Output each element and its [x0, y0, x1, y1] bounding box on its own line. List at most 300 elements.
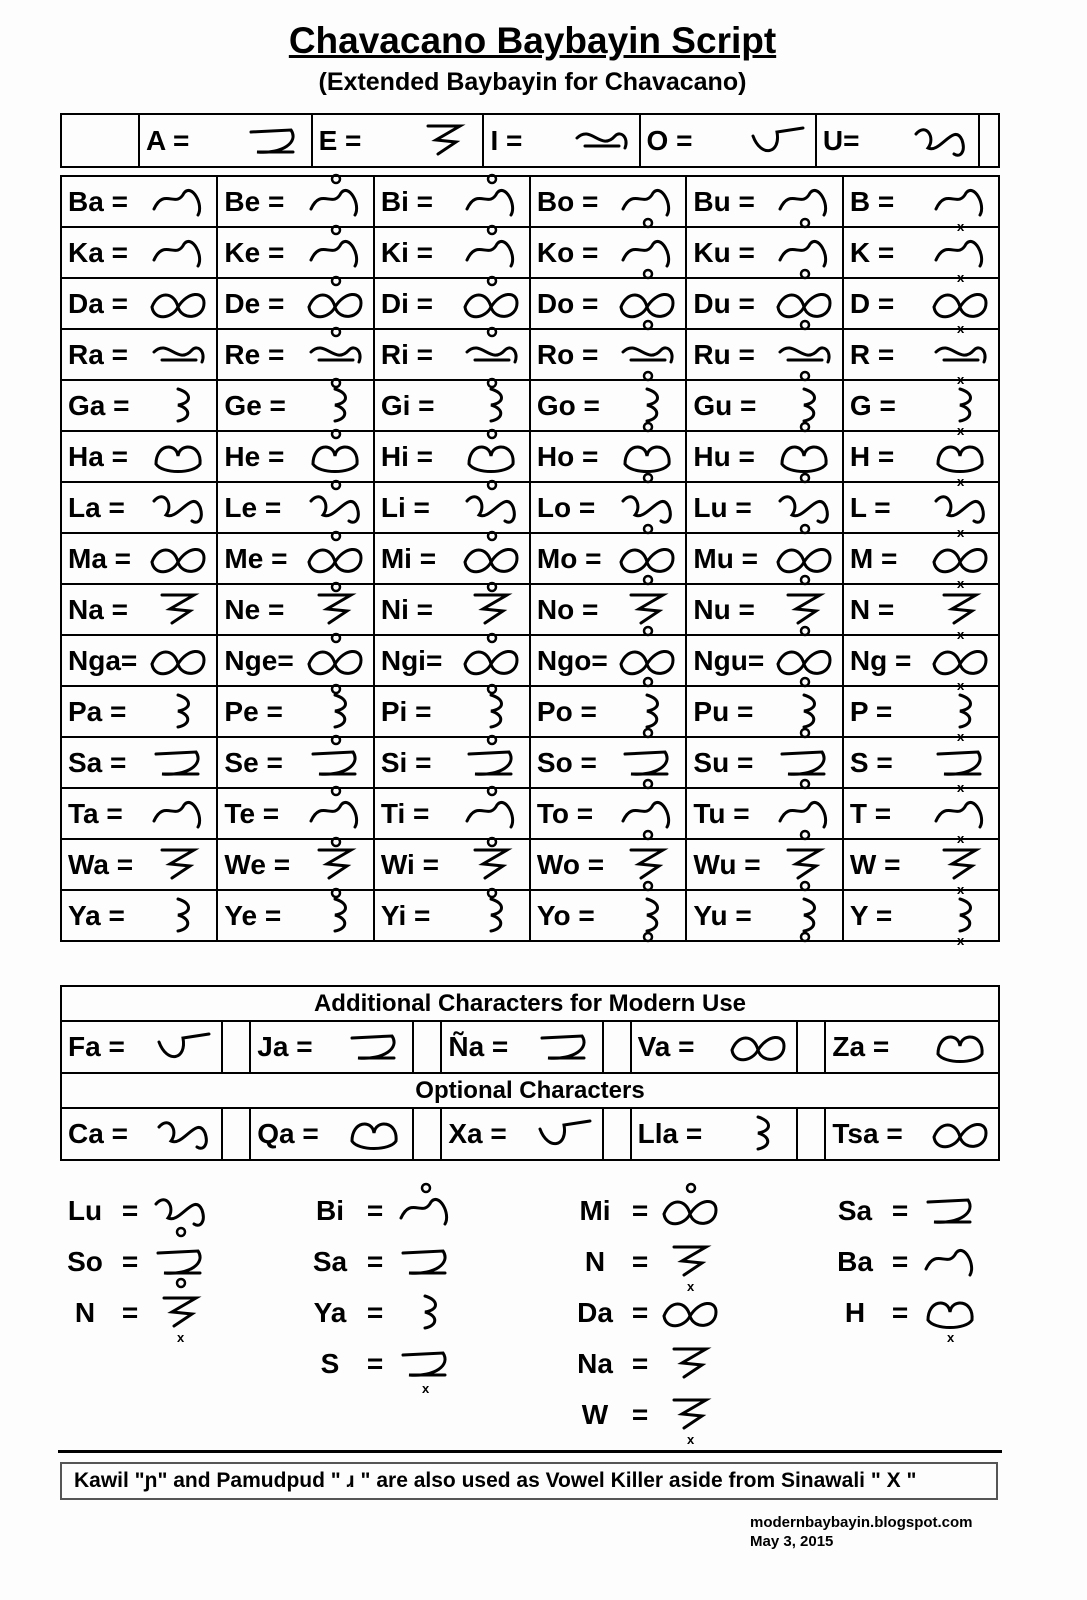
kudlit-mark	[488, 379, 496, 387]
syllable-label: Ru =	[693, 338, 755, 370]
kudlit-mark	[488, 685, 496, 693]
kudlit-mark	[332, 175, 340, 183]
kudlit-mark	[644, 678, 652, 686]
baybayin-glyph-icon	[395, 1239, 457, 1285]
syllable-label: Le =	[224, 491, 282, 523]
empty-cell	[61, 114, 139, 167]
example-label: Ya	[313, 1296, 347, 1328]
syllable-row	[61, 890, 999, 941]
example-label: Sa	[837, 1194, 873, 1226]
baybayin-glyph-icon	[305, 230, 367, 276]
character-cell	[217, 533, 373, 584]
syllable-label: A =	[146, 124, 190, 156]
kudlit-mark	[488, 787, 496, 795]
character-cell	[530, 482, 687, 533]
character-cell	[686, 329, 843, 380]
syllable-label: Gi =	[380, 389, 435, 421]
kudlit-mark	[332, 277, 340, 285]
character-cell	[250, 1108, 413, 1160]
syllable-label: H =	[849, 440, 895, 472]
syllable-row	[61, 788, 999, 839]
kudlit-mark	[488, 481, 496, 489]
kudlit-mark	[644, 780, 652, 788]
baybayin-glyph-icon	[461, 434, 523, 480]
kudlit-mark	[488, 226, 496, 234]
baybayin-glyph-icon	[148, 791, 210, 837]
example-item	[60, 1185, 212, 1236]
kudlit-mark	[801, 525, 809, 533]
kudlit-mark	[488, 583, 496, 591]
baybayin-glyph-icon	[660, 1392, 722, 1447]
character-cell	[374, 227, 530, 278]
syllable-label: Wi =	[380, 848, 439, 880]
vowel-table	[60, 113, 1000, 168]
baybayin-glyph-icon	[150, 1188, 212, 1234]
character-cell	[686, 176, 843, 227]
character-cell	[441, 1108, 602, 1160]
virama-x-mark: x	[957, 269, 965, 285]
syllable-label: B =	[849, 185, 895, 217]
syllable-label: Lla =	[637, 1118, 703, 1149]
character-cell	[483, 114, 639, 167]
character-cell	[530, 533, 687, 584]
character-cell	[686, 380, 843, 431]
character-cell	[61, 737, 217, 788]
syllable-label: N =	[849, 593, 895, 625]
virama-x-mark: x	[687, 1431, 695, 1447]
baybayin-glyph-icon	[395, 1188, 457, 1234]
syllable-label: Pe =	[224, 695, 283, 727]
character-cell	[825, 1021, 999, 1073]
kudlit-mark	[332, 379, 340, 387]
baybayin-glyph-icon	[150, 1290, 212, 1345]
example-item	[830, 1287, 982, 1345]
character-cell	[374, 686, 530, 737]
kudlit-mark	[332, 838, 340, 846]
baybayin-glyph-icon	[930, 638, 992, 693]
character-cell	[217, 482, 373, 533]
syllable-label: Ta =	[68, 797, 123, 829]
baybayin-glyph-icon	[617, 587, 679, 633]
footer	[750, 1513, 973, 1551]
character-cell	[530, 431, 687, 482]
kudlit-mark	[488, 634, 496, 642]
syllable-label: Ye =	[224, 899, 282, 931]
kudlit-mark	[801, 372, 809, 380]
baybayin-glyph-icon	[920, 1188, 982, 1234]
equals-sign: =	[631, 1245, 649, 1277]
baybayin-glyph-icon	[774, 740, 836, 786]
baybayin-glyph-icon	[774, 281, 836, 327]
kudlit-mark	[488, 838, 496, 846]
baybayin-glyph-icon	[930, 536, 992, 591]
syllable-label: U=	[822, 124, 860, 156]
virama-x-mark: x	[957, 320, 965, 336]
character-cell	[530, 635, 687, 686]
kudlit-mark	[801, 576, 809, 584]
syllable-label: Wa =	[68, 848, 134, 880]
character-cell	[374, 737, 530, 788]
baybayin-glyph-icon	[617, 434, 679, 480]
baybayin-glyph-icon	[344, 1024, 406, 1070]
kudlit-mark	[488, 736, 496, 744]
baybayin-glyph-icon	[153, 1111, 215, 1157]
character-cell	[843, 380, 999, 438]
character-cell	[530, 890, 687, 941]
example-label: Bi	[316, 1194, 344, 1226]
character-cell	[61, 1108, 222, 1160]
syllable-label: No =	[536, 593, 599, 625]
baybayin-glyph-icon	[148, 485, 210, 531]
empty-cell	[603, 1108, 631, 1160]
syllable-label: Me =	[224, 542, 288, 574]
virama-x-mark: x	[687, 1278, 695, 1294]
kudlit-mark	[801, 423, 809, 431]
baybayin-glyph-icon	[305, 638, 367, 684]
baybayin-glyph-icon	[461, 791, 523, 837]
baybayin-glyph-icon	[660, 1290, 722, 1336]
syllable-label: Ga =	[68, 389, 130, 421]
syllable-label: Po =	[536, 695, 597, 727]
kudlit-mark	[644, 270, 652, 278]
baybayin-glyph-icon	[305, 383, 367, 429]
syllable-label: Ni =	[380, 593, 433, 625]
character-cell	[843, 686, 999, 744]
character-cell	[374, 890, 530, 941]
baybayin-glyph-icon	[728, 1111, 790, 1157]
baybayin-glyph-icon	[617, 230, 679, 276]
syllable-label: Tsa =	[832, 1118, 903, 1149]
baybayin-glyph-icon	[774, 689, 836, 735]
syllable-label: Yu =	[693, 899, 752, 931]
example-label: Lu	[67, 1194, 103, 1226]
kudlit-mark	[332, 481, 340, 489]
virama-x-mark: x	[957, 728, 965, 744]
baybayin-glyph-icon	[617, 332, 679, 378]
syllable-label: Lo =	[536, 491, 596, 523]
syllable-label: Se =	[224, 746, 283, 778]
kudlit-mark	[644, 831, 652, 839]
character-cell	[686, 839, 843, 890]
character-cell	[441, 1021, 602, 1073]
syllable-row	[61, 737, 999, 788]
syllable-label: Va =	[637, 1031, 695, 1062]
syllable-label: Nu =	[693, 593, 755, 625]
baybayin-glyph-icon	[305, 179, 367, 225]
kudlit-mark	[801, 474, 809, 482]
syllable-label: Ge =	[224, 389, 286, 421]
baybayin-glyph-icon	[774, 893, 836, 939]
baybayin-glyph-icon	[148, 383, 210, 429]
empty-cell	[603, 1021, 631, 1073]
baybayin-glyph-icon	[774, 842, 836, 888]
syllable-label: Hu =	[693, 440, 755, 472]
character-cell	[61, 431, 217, 482]
kudlit-mark	[644, 321, 652, 329]
syllable-label: Za =	[832, 1031, 890, 1062]
character-cell	[217, 890, 373, 941]
kudlit-mark	[801, 270, 809, 278]
syllable-label: Pi =	[380, 695, 432, 727]
character-cell	[217, 839, 373, 890]
syllable-label: Ya =	[68, 899, 125, 931]
kudlit-mark	[644, 627, 652, 635]
character-cell	[374, 635, 530, 686]
syllable-label: Mu =	[693, 542, 758, 574]
syllable-label: Ka =	[68, 236, 128, 268]
character-cell	[631, 1108, 798, 1160]
character-cell	[61, 839, 217, 890]
character-cell	[530, 278, 687, 329]
character-cell	[686, 533, 843, 584]
extra-characters-table	[60, 985, 1000, 1161]
baybayin-glyph-icon	[930, 1111, 992, 1157]
syllable-row	[61, 380, 999, 431]
virama-x-mark: x	[957, 830, 965, 846]
baybayin-glyph-icon	[395, 1290, 457, 1336]
baybayin-glyph-icon	[774, 638, 836, 684]
syllable-label: Ho =	[536, 440, 599, 472]
virama-x-mark: x	[957, 524, 965, 540]
baybayin-glyph-icon	[774, 434, 836, 480]
baybayin-glyph-icon	[305, 689, 367, 735]
baybayin-glyph-icon	[148, 536, 210, 582]
character-cell	[530, 839, 687, 890]
syllable-label: M =	[849, 542, 898, 574]
kudlit-mark	[332, 583, 340, 591]
character-cell	[374, 584, 530, 635]
kudlit-mark	[332, 787, 340, 795]
baybayin-glyph-icon	[930, 230, 992, 285]
baybayin-glyph-icon	[930, 893, 992, 948]
baybayin-glyph-icon	[930, 179, 992, 234]
syllable-label: Du =	[693, 287, 755, 319]
baybayin-glyph-icon	[930, 485, 992, 540]
page-title: Chavacano Baybayin Script	[288, 20, 777, 61]
syllable-label: Nge=	[224, 644, 294, 676]
baybayin-glyph-icon	[305, 332, 367, 378]
kudlit-mark	[801, 780, 809, 788]
syllable-label: Ca =	[68, 1118, 128, 1149]
example-item	[305, 1287, 457, 1338]
baybayin-glyph-icon	[617, 740, 679, 786]
equals-sign: =	[366, 1245, 384, 1277]
syllable-label: G =	[849, 389, 896, 421]
character-cell	[843, 890, 999, 948]
baybayin-glyph-icon	[461, 740, 523, 786]
syllable-label: E =	[318, 124, 362, 156]
empty-cell	[222, 1021, 250, 1073]
baybayin-glyph-icon	[774, 230, 836, 276]
character-cell	[374, 431, 530, 482]
syllable-label: Bi =	[380, 185, 433, 217]
baybayin-glyph-icon	[461, 179, 523, 225]
character-cell	[217, 788, 373, 839]
syllable-label: Hi =	[380, 440, 433, 472]
baybayin-glyph-icon	[461, 332, 523, 378]
character-cell	[686, 227, 843, 278]
character-cell	[843, 227, 999, 285]
character-cell	[61, 380, 217, 431]
baybayin-glyph-icon	[148, 434, 210, 480]
character-cell	[843, 278, 999, 336]
syllable-label: Qa =	[257, 1118, 319, 1149]
syllable-label: Ku =	[693, 236, 755, 268]
baybayin-glyph-icon	[774, 791, 836, 837]
example-item	[830, 1185, 982, 1236]
baybayin-glyph-icon	[534, 1024, 596, 1070]
character-cell	[843, 482, 999, 540]
virama-x-mark: x	[957, 932, 965, 948]
baybayin-glyph-icon	[617, 893, 679, 939]
baybayin-glyph-icon	[774, 536, 836, 582]
baybayin-glyph-icon	[148, 740, 210, 786]
example-item	[570, 1338, 722, 1389]
kudlit-mark	[801, 627, 809, 635]
syllable-row	[61, 533, 999, 584]
syllable-label: Pa =	[68, 695, 127, 727]
baybayin-glyph-icon	[930, 383, 992, 438]
kudlit-mark	[644, 372, 652, 380]
baybayin-glyph-icon	[660, 1341, 722, 1387]
character-cell	[530, 686, 687, 737]
baybayin-glyph-icon	[305, 842, 367, 888]
example-column	[830, 1185, 982, 1345]
syllable-label: Ma =	[68, 542, 132, 574]
baybayin-glyph-icon	[617, 281, 679, 327]
character-cell	[217, 278, 373, 329]
character-cell	[686, 482, 843, 533]
baybayin-glyph-icon	[774, 383, 836, 429]
example-item	[305, 1185, 457, 1236]
character-cell	[374, 278, 530, 329]
baybayin-glyph-icon	[774, 332, 836, 378]
kudlit-mark	[644, 423, 652, 431]
character-cell	[61, 227, 217, 278]
character-cell	[61, 329, 217, 380]
syllable-label: W =	[849, 848, 901, 880]
syllable-label: Ro =	[536, 338, 599, 370]
empty-cell	[413, 1108, 441, 1160]
example-column	[570, 1185, 722, 1447]
syllable-label: Ng =	[849, 644, 912, 676]
syllable-label: Ko =	[536, 236, 599, 268]
character-cell	[686, 686, 843, 737]
character-cell	[530, 329, 687, 380]
character-cell	[61, 176, 217, 227]
baybayin-glyph-icon	[148, 230, 210, 276]
kudlit-mark	[177, 1279, 185, 1287]
baybayin-glyph-icon	[461, 485, 523, 531]
syllable-row	[61, 686, 999, 737]
kudlit-mark	[644, 933, 652, 941]
kudlit-mark	[332, 685, 340, 693]
character-cell	[217, 635, 373, 686]
baybayin-glyph-icon	[617, 791, 679, 837]
kudlit-mark	[801, 882, 809, 890]
page-subtitle: (Extended Baybayin for Chavacano)	[318, 68, 747, 96]
example-label: N	[74, 1296, 96, 1328]
baybayin-glyph-icon	[461, 587, 523, 633]
syllable-label: Xa =	[448, 1118, 507, 1149]
syllable-label: Lu =	[693, 491, 752, 523]
example-label: Na	[577, 1347, 613, 1379]
syllable-label: Pu =	[693, 695, 754, 727]
divider	[58, 1450, 1002, 1453]
kudlit-mark	[801, 321, 809, 329]
empty-cell	[222, 1108, 250, 1160]
character-cell	[686, 278, 843, 329]
syllable-label: Ña =	[448, 1031, 509, 1062]
kudlit-mark	[644, 576, 652, 584]
virama-x-mark: x	[957, 422, 965, 438]
baybayin-glyph-icon	[920, 1239, 982, 1285]
syllable-label: Ne =	[224, 593, 285, 625]
virama-x-mark: x	[957, 881, 965, 897]
baybayin-glyph-icon	[461, 638, 523, 684]
character-cell	[61, 788, 217, 839]
example-label: Sa	[312, 1245, 348, 1277]
syllable-label: To =	[536, 797, 594, 829]
character-cell	[825, 1108, 999, 1160]
virama-x-mark: x	[957, 218, 965, 234]
baybayin-glyph-icon	[617, 842, 679, 888]
baybayin-glyph-icon	[461, 536, 523, 582]
syllable-label: We =	[224, 848, 291, 880]
character-cell	[250, 1021, 413, 1073]
kudlit-mark	[801, 729, 809, 737]
character-cell	[843, 635, 999, 693]
syllable-row	[61, 635, 999, 686]
character-cell	[843, 839, 999, 897]
example-label: N	[584, 1245, 606, 1277]
virama-x-mark: x	[947, 1329, 955, 1345]
empty-cell	[797, 1021, 825, 1073]
baybayin-glyph-icon	[148, 179, 210, 225]
syllable-label: Sa =	[68, 746, 127, 778]
kudlit-mark	[488, 430, 496, 438]
syllable-label: Ri =	[380, 338, 433, 370]
baybayin-glyph-icon	[153, 1024, 215, 1070]
baybayin-glyph-icon	[660, 1188, 722, 1234]
virama-x-mark: x	[177, 1329, 185, 1345]
equals-sign: =	[891, 1245, 909, 1277]
character-cell	[217, 227, 373, 278]
syllable-label: Da =	[68, 287, 128, 319]
syllable-row	[61, 482, 999, 533]
equals-sign: =	[891, 1194, 909, 1226]
empty-cell	[413, 1021, 441, 1073]
kudlit-mark	[644, 729, 652, 737]
baybayin-glyph-icon	[617, 689, 679, 735]
character-cell	[530, 584, 687, 635]
equals-sign: =	[366, 1194, 384, 1226]
virama-x-mark: x	[957, 575, 965, 591]
empty-cell	[797, 1108, 825, 1160]
character-cell	[686, 635, 843, 686]
character-cell	[61, 1021, 222, 1073]
syllable-label: Wo =	[536, 848, 605, 880]
footer-site: modernbaybayin.blogspot.com	[750, 1514, 973, 1531]
character-cell	[530, 737, 687, 788]
character-cell	[61, 482, 217, 533]
syllable-label: L =	[849, 491, 891, 523]
character-cell	[530, 380, 687, 431]
baybayin-glyph-icon	[534, 1111, 596, 1157]
syllable-label: Di =	[380, 287, 433, 319]
character-cell	[61, 686, 217, 737]
equals-sign: =	[631, 1194, 649, 1226]
